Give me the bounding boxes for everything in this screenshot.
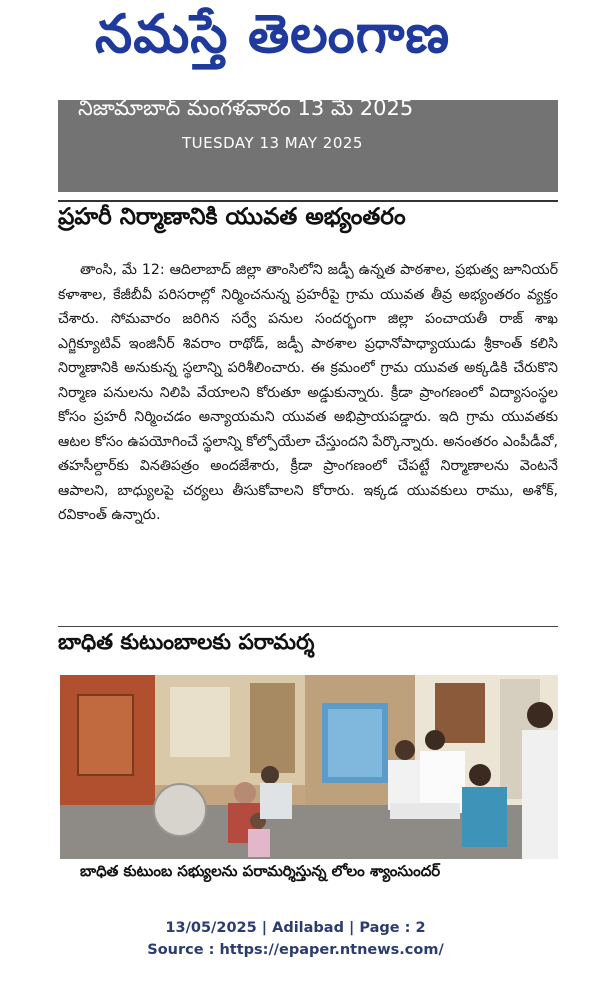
article-paragraph: తాంసి, మే 12: ఆదిలాబాద్ జిల్లా తాంసిలోని జడ్పీ ఉన్నత పాఠశాల, ప్రభుత్వ జూనియర్ కళాశాల, కేజీబీవీ పరిసరాల్లో నిర్మించనున్న ప్రహరీపై గ్రామ యువత తీవ్ర అభ్యంతరం వ్యక్తం చేశారు. సోమవారం జరిగిన సర్వే పనుల సందర్భంగా జిల్లా పంచాయతీ రాజ్ శాఖ ఎగ్జిక్యూటివ్ ఇంజినీర్ శివరాం రాథోడ్, జడ్పీ పాఠశాల ప్రధానోపాధ్యాయుడు శ్రీకాంత్ కలిసి నిర్మాణానికి అనుకున్న స్థలాన్ని పరిశీలించారు. ఈ క్రమంలో గ్రామ యువత అక్కడికి చేరుకొని నిర్మాణ పనులను నిలిపి వేయాలని కోరుతూ అడ్డుకున్నారు. క్రీడా ప్రాంగణంలో విద్యాసంస్థల కోసం ప్రహరీ నిర్మించడం అన్యాయమని యువత అభిప్రాయపడ్డారు. ఇది గ్రామ యువతకు ఆటల కోసం ఉపయోగించే స్థలాన్ని కోల్పోయేలా చేస్తుందని పేర్కొన్నారు. అనంతరం ఎంపీడీవో, తహసీల్దార్‌కు వినతిపత్రం అందజేశారు, క్రీడా ప్రాంగణంలో చేపట్టే నిర్మాణాలను వెంటనే ఆపాలని, బాధ్యులపై చర్యలు తీసుకోవాలని కోరారు. ఇక్కడ యువకులు రాము, అశోక్, రవికాంత్ ఉన్నారు.	[58, 262, 558, 523]
clipped-next-line	[58, 895, 558, 900]
source-link[interactable]: Source : https://epaper.ntnews.com/	[147, 942, 444, 958]
masthead	[0, 0, 591, 100]
dateline-band	[58, 96, 558, 192]
article-body	[58, 258, 558, 528]
photo-caption: బాధిత కుటుంబ సభ్యులను పరామర్శిస్తున్న లోలం శ్యాంసుందర్	[80, 862, 441, 880]
article-headline: ప్రహరీ నిర్మాణానికి యువత అభ్యంతరం	[58, 204, 406, 230]
section-divider	[58, 626, 558, 627]
headline-rule	[58, 200, 558, 202]
dateline-english: TUESDAY 13 MAY 2025	[182, 134, 363, 152]
dateline-telugu: నిజామాబాద్ మంగళవారం 13 మే 2025	[78, 96, 414, 120]
newspaper-logo: నమస్తే తెలంగాణ	[95, 4, 451, 65]
news-photo-illustration	[60, 675, 558, 859]
page-info: 13/05/2025 | Adilabad | Page : 2	[165, 920, 426, 936]
second-article-headline: బాధిత కుటుంబాలకు పరామర్శ	[58, 630, 315, 655]
news-photo	[60, 675, 558, 859]
